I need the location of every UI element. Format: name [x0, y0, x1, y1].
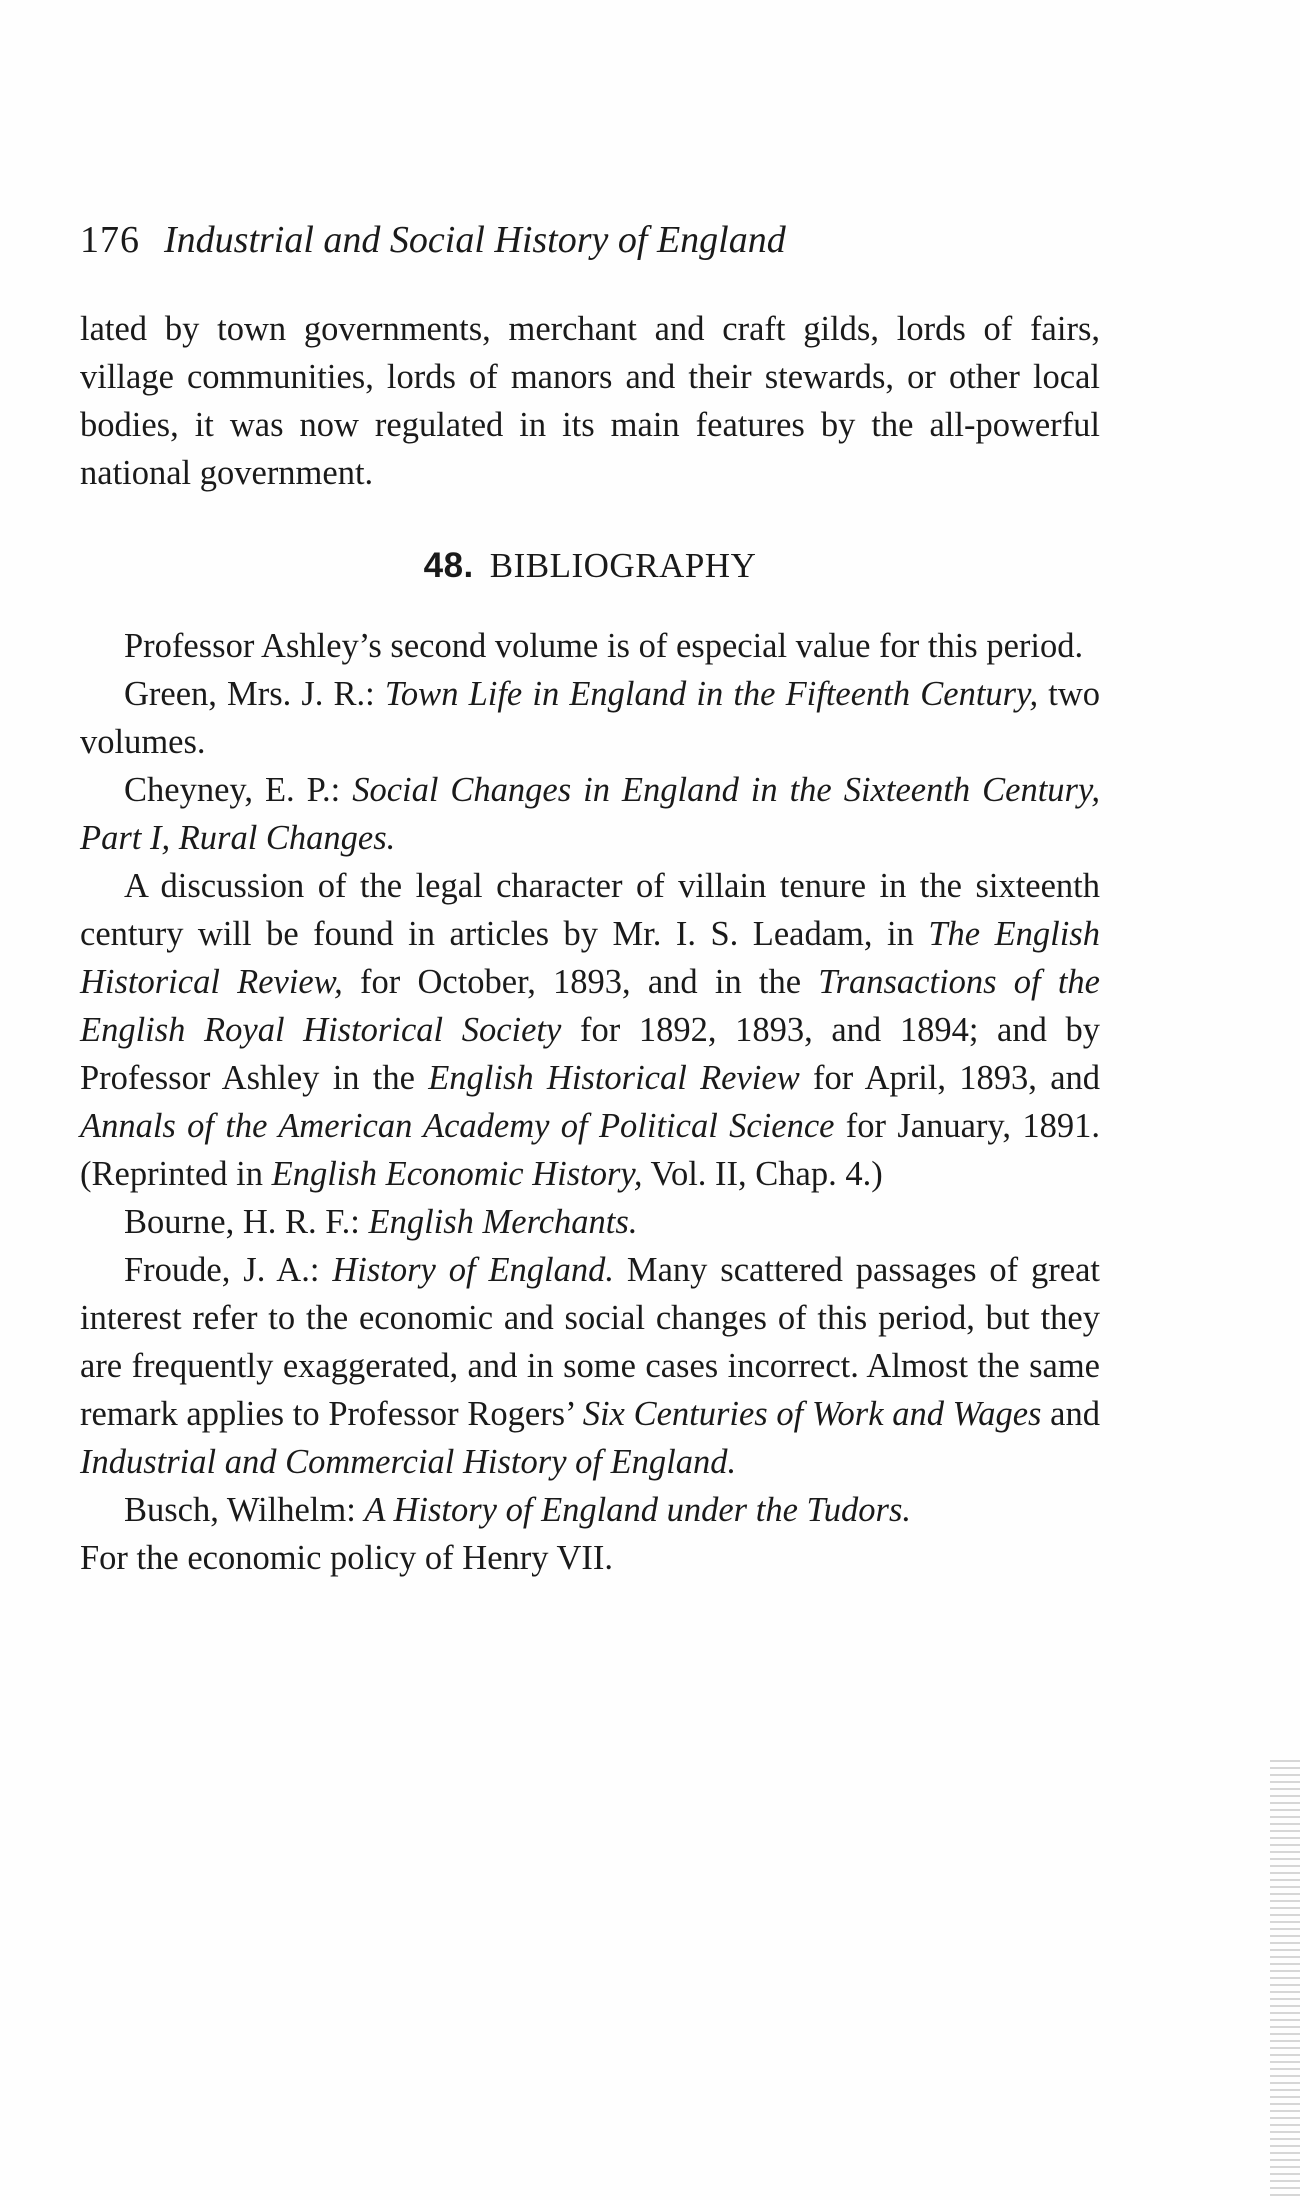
section-heading [80, 542, 1100, 590]
entry-title: History of England. [332, 1251, 615, 1289]
entry-text: for January, 1891. (Reprinted in [80, 1107, 1101, 1193]
bibliography-entry-villain-tenure [80, 862, 1100, 1198]
entry-text: for April, 1893, and [799, 1059, 1101, 1097]
bibliography-entry-green [80, 670, 1100, 766]
bibliography-entry-ashley: Professor Ashley’s second volume is of especial value for this period. [124, 627, 1084, 665]
entry-title: Annals of the American Academy of Political Science [80, 1107, 835, 1145]
page-number: 176 [80, 219, 140, 261]
section-title: BIBLIOGRAPHY [489, 546, 757, 585]
intro-paragraph: lated by town governments, merchant and craft gilds, lords of fairs, village communities, lords of manors and their stewards, or other local bodies, it was now regulated in its main features by the all-powerful national government. [80, 310, 1100, 492]
entry-title: Industrial and Commercial History of England. [80, 1443, 737, 1481]
entry-title: English Historical Review [428, 1059, 800, 1097]
page-content [80, 305, 1100, 1582]
entry-text: A discussion of the legal character of villain tenure in the sixteenth century will be found in articles by Mr. I. S. Leadam, in [80, 867, 1100, 953]
entry-text: for October, 1893, and in the [342, 963, 819, 1001]
section-number: 48. [423, 546, 474, 585]
entry-title: English Merchants. [368, 1203, 638, 1241]
entry-title: Transactions of the English Royal Historical Society [80, 963, 1100, 1049]
scan-edge-artifact [1270, 1760, 1300, 2200]
bibliography-entry-busch [80, 1486, 1100, 1534]
entry-title: The English Historical Review, [80, 915, 1100, 1001]
entry-author: Busch, Wilhelm: [124, 1491, 365, 1529]
entry-text: Many scattered passages of great interest refer to the economic and social changes of this period, but they are frequently exaggerated, and in some cases incorrect. Almost the same remark applies to Professor Rogers’ [80, 1251, 1100, 1433]
entry-text: for 1892, 1893, and 1894; and by Professor Ashley in the [80, 1011, 1100, 1097]
entry-title: Six Centuries of Work and Wages [582, 1395, 1042, 1433]
entry-text: and [1041, 1395, 1100, 1433]
entry-title: Social Changes in England in the Sixteenth Century, Part I, Rural Changes. [80, 771, 1100, 857]
entry-author: Cheyney, E. P.: [124, 771, 353, 809]
bibliography-entry-bourne [80, 1198, 1100, 1246]
entry-text: Vol. II, Chap. 4.) [642, 1155, 883, 1193]
bibliography-entry-cheyney [80, 766, 1100, 862]
entry-author: Froude, J. A.: [124, 1251, 333, 1289]
entry-author: Green, Mrs. J. R.: [124, 675, 385, 713]
entry-title: A History of England under the Tudors. [364, 1491, 912, 1529]
entry-note: two volumes. [80, 675, 1100, 761]
bibliography-entry-froude [80, 1246, 1100, 1486]
entry-author: Bourne, H. R. F.: [124, 1203, 369, 1241]
bibliography-entry-busch-note: For the economic policy of Henry VII. [80, 1539, 614, 1577]
running-title: Industrial and Social History of England [164, 219, 786, 261]
entry-title: Town Life in England in the Fifteenth Century, [384, 675, 1039, 713]
entry-title: English Economic History, [271, 1155, 643, 1193]
page-header [80, 210, 1100, 270]
